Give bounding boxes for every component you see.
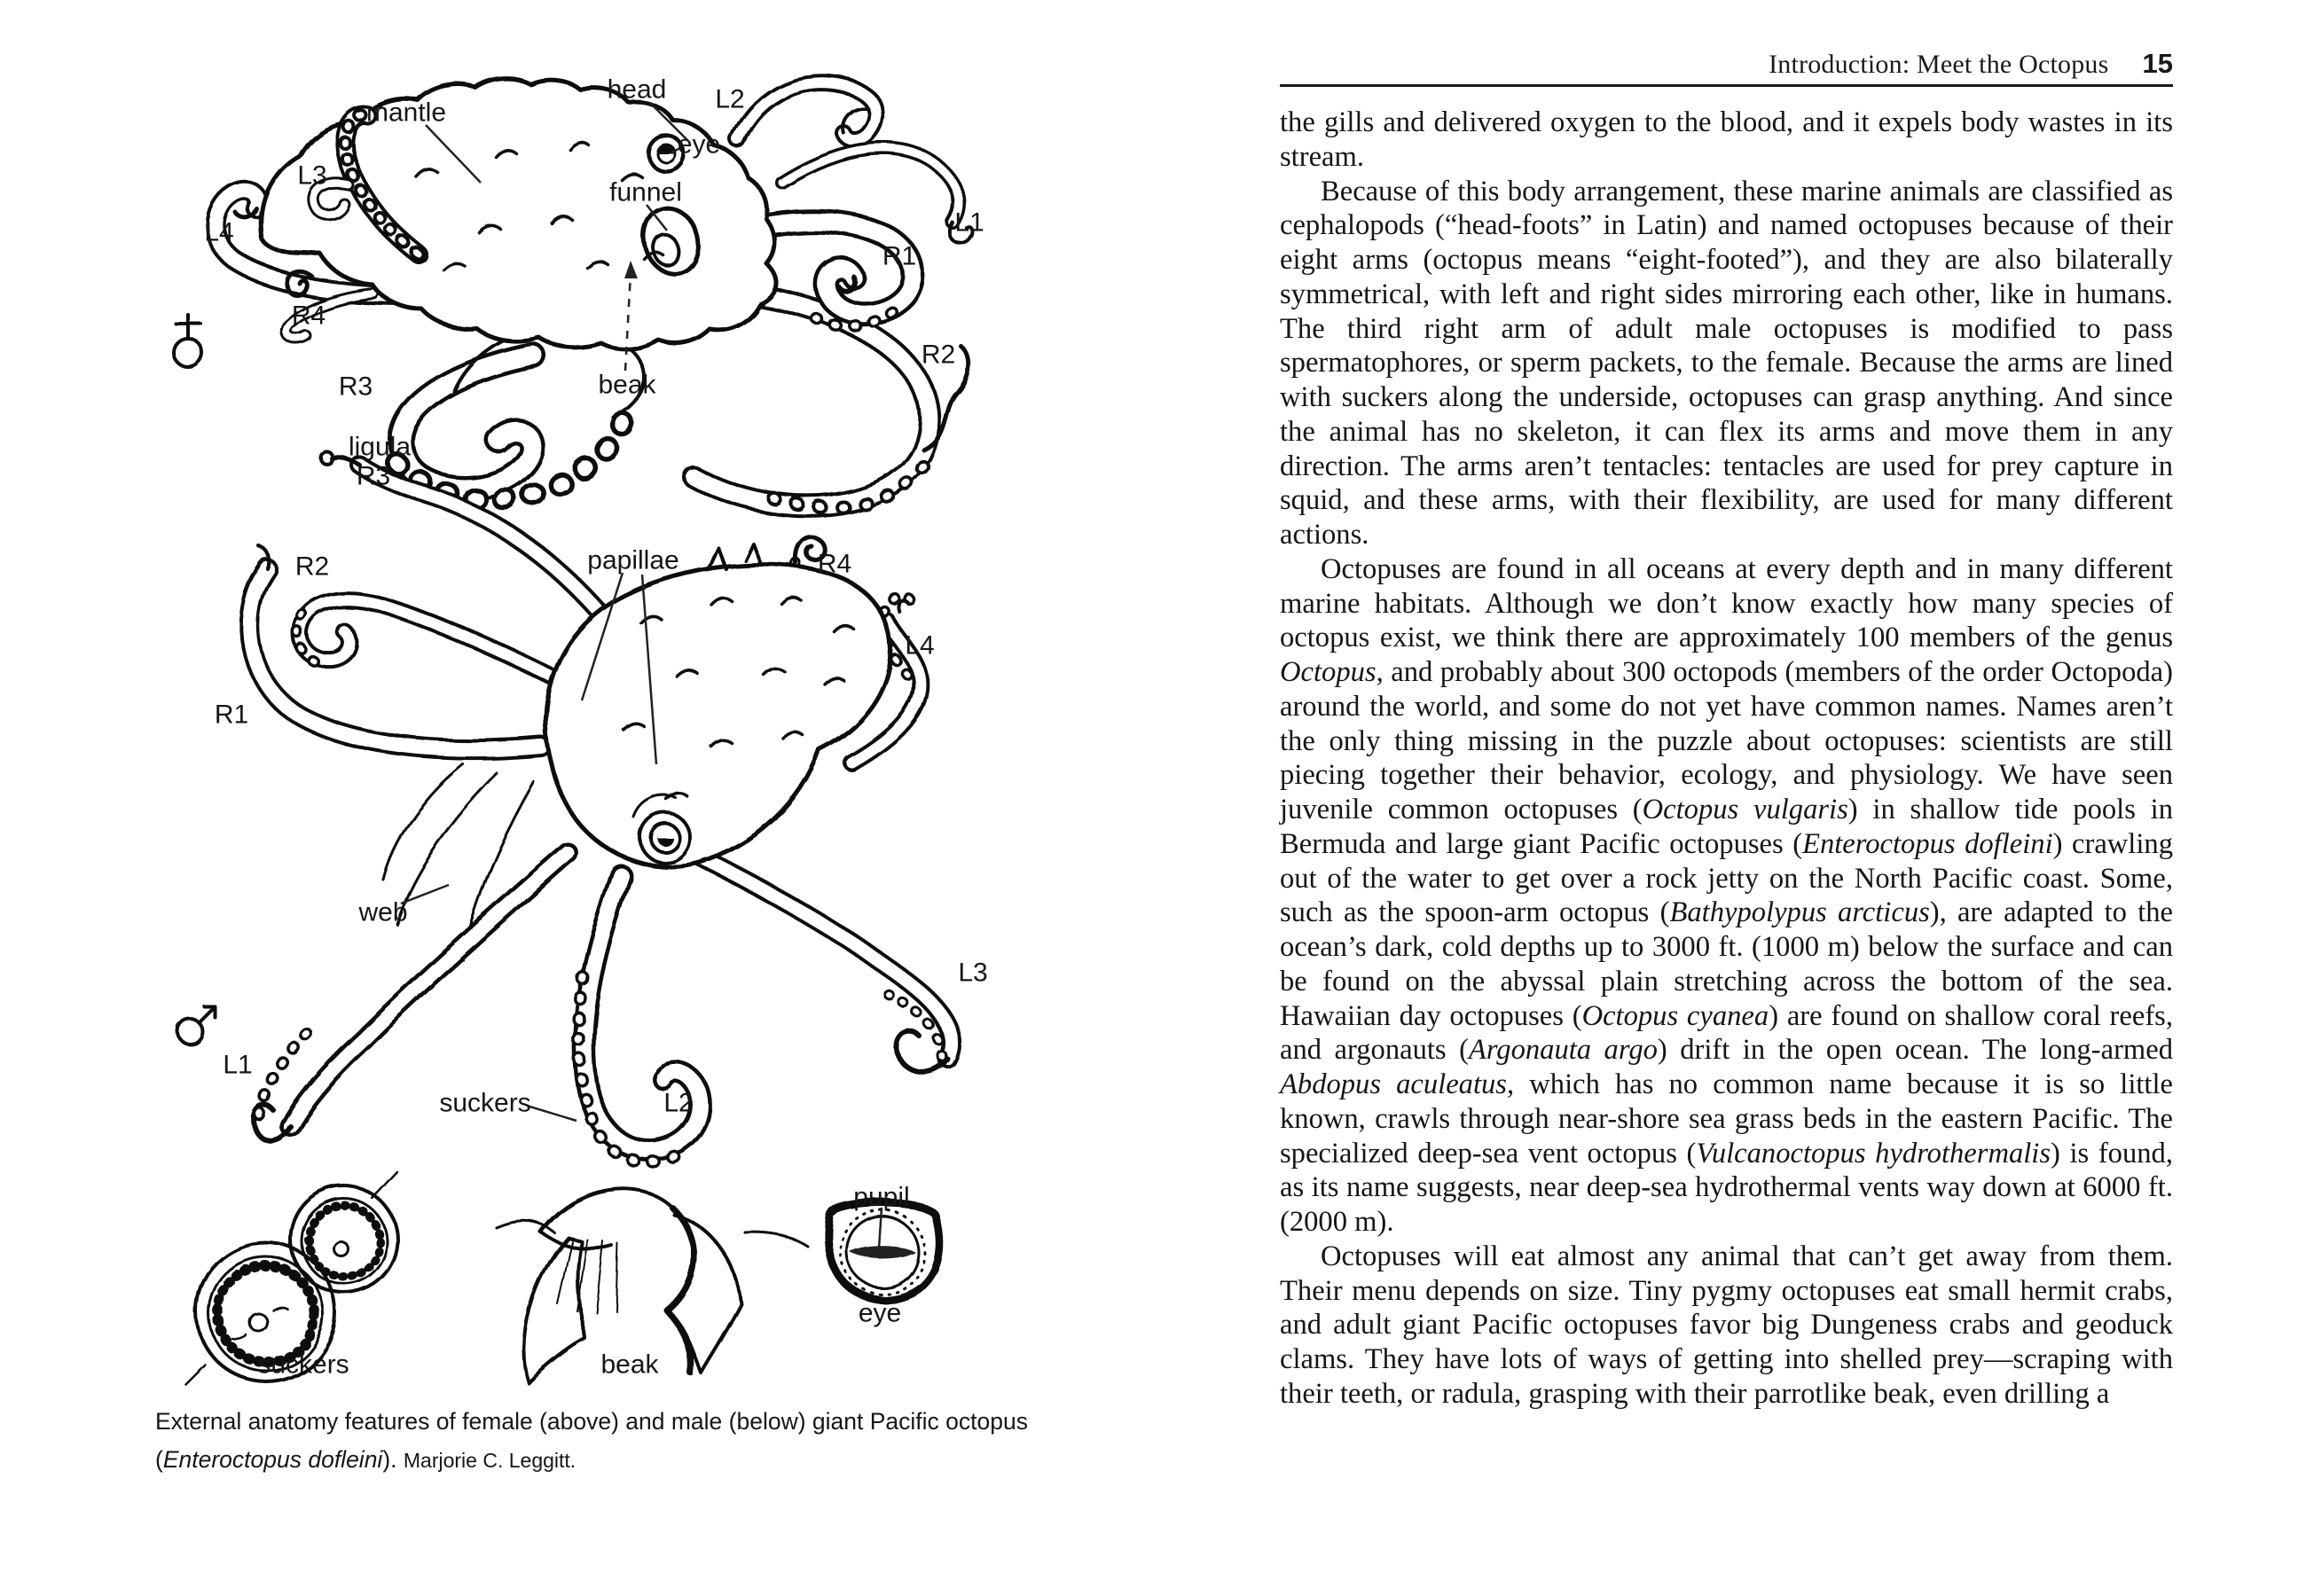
figure-label-ligula-13: ligula: [348, 432, 412, 462]
eye-detail-illustration: [827, 1203, 939, 1300]
figure-label-l4-6: L4: [204, 217, 234, 247]
figure-label-l3-4: L3: [297, 160, 327, 191]
figure-caption: External anatomy features of female (above) and male (below) giant Pacific octopus (Enteroctopus dofleini). Marjorie C. Leggitt.: [155, 1408, 1028, 1473]
body-paragraph-4: Octopuses will eat almost any animal that can’t get away from them. Their menu depends on size. Tiny pygmy octopuses eat small hermit crabs, and adult giant Pacific octopuses favor big Dungeness crabs and geoduck clams. They have lots of ways of getting into shelled prey—scraping with their teeth, or radula, grasping with their parrotlike beak, even drilling a: [1280, 1240, 2173, 1410]
figure-label-head-1: head: [607, 74, 667, 105]
figure-label-eye-3: eye: [677, 129, 721, 160]
figure-label-r2-15: R2: [294, 552, 330, 582]
figure-label-eye-26: eye: [858, 1298, 902, 1328]
figure-label-r3-14: R3: [356, 461, 391, 491]
female-symbol: [175, 316, 203, 368]
figure-label-r4-9: R4: [291, 301, 326, 331]
figure-label-r2-10: R2: [921, 340, 956, 370]
figure-label-beak-28: beak: [600, 1350, 659, 1380]
body-paragraph-1: the gills and delivered oxygen to the blood, and it expels body wastes in its stream.: [1280, 106, 2173, 173]
figure-label-l4-18: L4: [905, 630, 935, 661]
body-paragraph-3: Octopuses are found in all oceans at every depth and in many different marine habitats. Although we don’t know exactly how many species of octopus exist, we think there are approximately 100 members of the genus Octopus, and probably about 300 octopods (members of the order Octopoda) around the world, and some do not yet have common names. Names aren’t the only thing missing in the puzzle about octopuses: scientists are still piecing together their behavior, ecology, and physiology. We have seen juvenile common octopuses (Octopus vulgaris) in shallow tide pools in Bermuda and large giant Pacific octopuses (Enteroctopus dofleini) crawling out of the water to get over a rock jetty on the North Pacific coast. Some, such as the spoon-arm octopus (Bathypolypus arcticus), are adapted to the ocean’s dark, cold depths up to 3000 ft. (1000 m) below the surface and can be found on the abyssal plain stretching across the bottom of the sea. Hawaiian day octopuses (Octopus cyanea) are found on shallow coral reefs, and argonauts (Argonauta argo) drift in the open ocean. The long-armed Abdopus aculeatus, which has no common name because it is so little known, crawls through near-shore sea grass beds in the eastern Pacific. The specialized deep-sea vent octopus (Vulcanoctopus hydrothermalis) is found, as its name suggests, near deep-sea hydrothermal vents way down at 6000 ft. (2000 m).: [1280, 552, 2174, 1238]
figure-label-web-20: web: [358, 897, 408, 927]
figure-label-papillae-16: papillae: [587, 545, 679, 575]
body-paragraph-2: Because of this body arrangement, these marine animals are classified as cephalopods (“head-foots” in Latin) and named octopuses because of their eight arms (octopus means “eight-footed”), and they are also bilaterally symmetrical, with left and right sides mirroring each other, like in humans. The third right arm of adult male octopuses is modified to pass spermatophores, or sperm packets, to the female. Because the arms are lined with suckers along the underside, octopuses can grasp anything. And since the animal has no skeleton, it can flex its arms and move them in any direction. The arms aren’t tentacles: tentacles are used for prey capture in squid, and these arms, with their flexibility, are used for many different actions.: [1280, 175, 2173, 551]
figure-label-mantle-0: mantle: [365, 98, 447, 128]
figure-label-l1-7: L1: [954, 207, 984, 238]
running-head-title: Introduction: Meet the Octopus: [1769, 50, 2109, 79]
running-head: [1280, 48, 2173, 80]
figure-label-beak-12: beak: [598, 370, 656, 400]
figure-label-l2-2: L2: [715, 84, 745, 114]
figure-label-suckers-23: suckers: [439, 1088, 531, 1118]
figure-label-l3-21: L3: [958, 958, 988, 988]
figure-label-r4-17: R4: [817, 549, 852, 579]
running-head-rule: [1280, 84, 2173, 87]
figure-caption-credit: Marjorie C. Leggitt.: [403, 1448, 576, 1472]
female-octopus-illustration: [175, 79, 971, 507]
page-number: 15: [2142, 48, 2173, 79]
figure-label-pupil-25: pupil: [853, 1182, 910, 1212]
body-text-column: [1280, 106, 2173, 1412]
figure-label-r1-19: R1: [214, 700, 249, 730]
figure-label-l2-24: L2: [663, 1088, 694, 1118]
figure-label-suckers-27: suckers: [257, 1350, 349, 1380]
figure-label-funnel-5: funnel: [609, 177, 682, 207]
figure-label-r3-11: R3: [338, 372, 373, 402]
male-symbol: [177, 1006, 215, 1044]
figure-label-l1-22: L1: [223, 1050, 253, 1080]
figure-label-r1-8: R1: [882, 241, 917, 271]
